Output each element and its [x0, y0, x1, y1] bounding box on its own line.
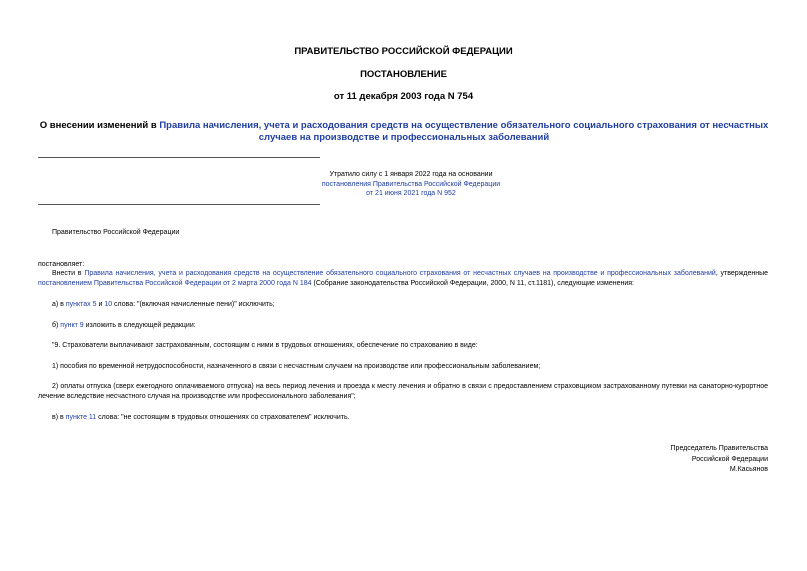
authority-heading: ПРАВИТЕЛЬСТВО РОССИЙСКОЙ ФЕДЕРАЦИИ [294, 46, 513, 57]
signature-org: Российской Федерации [691, 455, 768, 463]
government-line: Правительство Российской Федерации [52, 229, 180, 236]
quote-clause-9: "9. Страхователи выплачивают застрахованным, состоящим с ними в трудовых отношениях, обеспечение по страхованию в виде: [52, 342, 478, 349]
divider-top [38, 157, 320, 158]
signature-block [560, 444, 768, 476]
notice-text: Утратило силу с 1 января 2022 года на основании [329, 171, 493, 178]
repeal-notice [280, 170, 542, 199]
date-number-heading: от 11 декабря 2003 года N 754 [333, 91, 474, 102]
item-b: б) пункт 9 изложить в следующей редакции: [52, 322, 196, 329]
clause-11-link[interactable]: пункте 11 [65, 414, 97, 421]
divider-bottom [38, 204, 320, 205]
decrees-word: постановляет: [38, 261, 85, 268]
signature-title: Председатель Правительства [670, 445, 768, 452]
item-a: а) в пунктах 5 и 10 слова: "(включая начисленные пени)" исключить; [52, 301, 275, 308]
clause-10-link[interactable]: 10 [104, 301, 113, 308]
title-rules-link[interactable]: Правила начисления, учета и расходования средств на осуществление обязательного социального страхования от несчастных случаев на производстве и профессиональных заболеваний [159, 120, 769, 143]
document-type-heading: ПОСТАНОВЛЕНИЕ [360, 69, 447, 80]
decree-184-link[interactable]: постановлением Правительства Российской Федерации от 2 марта 2000 года N 184 [38, 279, 312, 287]
quote-item-2: 2) оплаты отпуска (сверх ежегодного оплачиваемого отпуска) на весь период лечения и проезда к месту лечения и обратно в связи с предоставлением страховщиком застрахованному путевки на санаторно-курортное лечение вследствие несчастного случая на производстве или профессионального заболевания"; [38, 383, 768, 400]
signature-name: М.Касьянов [729, 466, 768, 473]
title-prefix: О внесении изменений в [39, 120, 160, 131]
clause-5-link[interactable]: пунктах 5 [65, 301, 97, 308]
document-title [38, 120, 770, 144]
quote-item-1: 1) пособия по временной нетрудоспособности, назначенного в связи с несчастным случаем на производстве или профессиональным заболеванием; [52, 363, 541, 370]
rules-link[interactable]: Правила начисления, учета и расходования средств на осуществление обязательного социального страхования от несчастных случаев на производстве и профессиональных заболеваний [84, 270, 716, 277]
clause-9-link[interactable]: пункт 9 [60, 322, 84, 329]
item-v: в) в пункте 11 слова: "не состоящим в трудовых отношениях со страхователем" исключить. [52, 414, 350, 421]
intro-paragraph: Внести в Правила начисления, учета и расходования средств на осуществление обязательного социального страхования от несчастных случаев на производстве и профессиональных заболеваний, утвержденные постановлением Правительства Российской Федерации от 2 марта 2000 года N 184 (Собрание законодательства Российской Федерации, 2000, N 11, ст.1181), следующие изменения: [38, 270, 769, 287]
notice-decree-link[interactable]: постановления Правительства Российской Федерации [321, 180, 501, 188]
notice-decree-date-link[interactable]: от 21 июня 2021 года N 952 [366, 190, 456, 197]
